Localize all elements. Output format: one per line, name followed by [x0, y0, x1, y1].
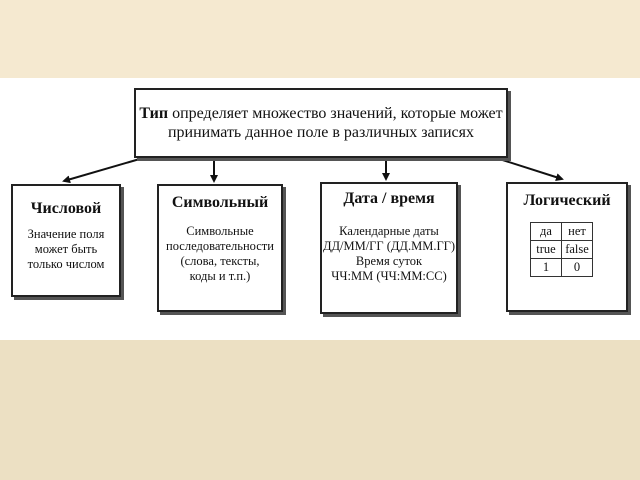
datetime-line: ЧЧ:ММ (ЧЧ:ММ:СС) — [331, 269, 447, 283]
definition-line-2: принимать данное поле в различных записях — [167, 124, 475, 141]
logical-title: Логический — [523, 192, 611, 209]
table-row — [531, 223, 593, 241]
table-cell: 1 — [531, 259, 562, 277]
table-cell: false — [562, 241, 593, 259]
table-cell: true — [531, 241, 562, 259]
symbolic-title: Символьный — [171, 194, 269, 211]
top-band — [0, 0, 640, 78]
datetime-line: ДД/ММ/ГГ (ДД.ММ.ГГ) — [322, 239, 456, 253]
datetime-line: Время суток — [355, 254, 423, 268]
datetime-description — [322, 224, 456, 284]
definition-keyword: Тип — [139, 105, 169, 122]
datetime-line: Календарные даты — [339, 224, 439, 238]
numeric-line: может быть — [34, 242, 98, 256]
numeric-line: только числом — [27, 257, 105, 271]
table-cell: да — [531, 223, 562, 241]
table-cell: нет — [562, 223, 593, 241]
symbolic-line: Символьные — [186, 224, 254, 238]
definition-line-1 — [139, 104, 502, 123]
datetime-title: Дата / время — [343, 190, 435, 207]
symbolic-line: коды и т.п.) — [189, 269, 251, 283]
logical-values-table — [530, 222, 593, 277]
numeric-description — [13, 227, 119, 272]
table-row — [531, 259, 593, 277]
numeric-line: Значение поля — [27, 227, 105, 241]
table-cell: 0 — [562, 259, 593, 277]
numeric-type-box — [11, 184, 121, 297]
symbolic-type-box — [157, 184, 283, 312]
numeric-title: Числовой — [30, 200, 102, 217]
type-definition-box — [134, 88, 508, 158]
logical-type-box — [506, 182, 628, 312]
symbolic-line: (слова, тексты, — [180, 254, 260, 268]
bottom-band — [0, 340, 640, 480]
symbolic-line: последовательности — [166, 239, 274, 253]
datetime-type-box — [320, 182, 458, 314]
table-row — [531, 241, 593, 259]
definition-line-1-rest: определяет множество значений, которые может — [168, 105, 503, 122]
symbolic-description — [159, 224, 281, 284]
